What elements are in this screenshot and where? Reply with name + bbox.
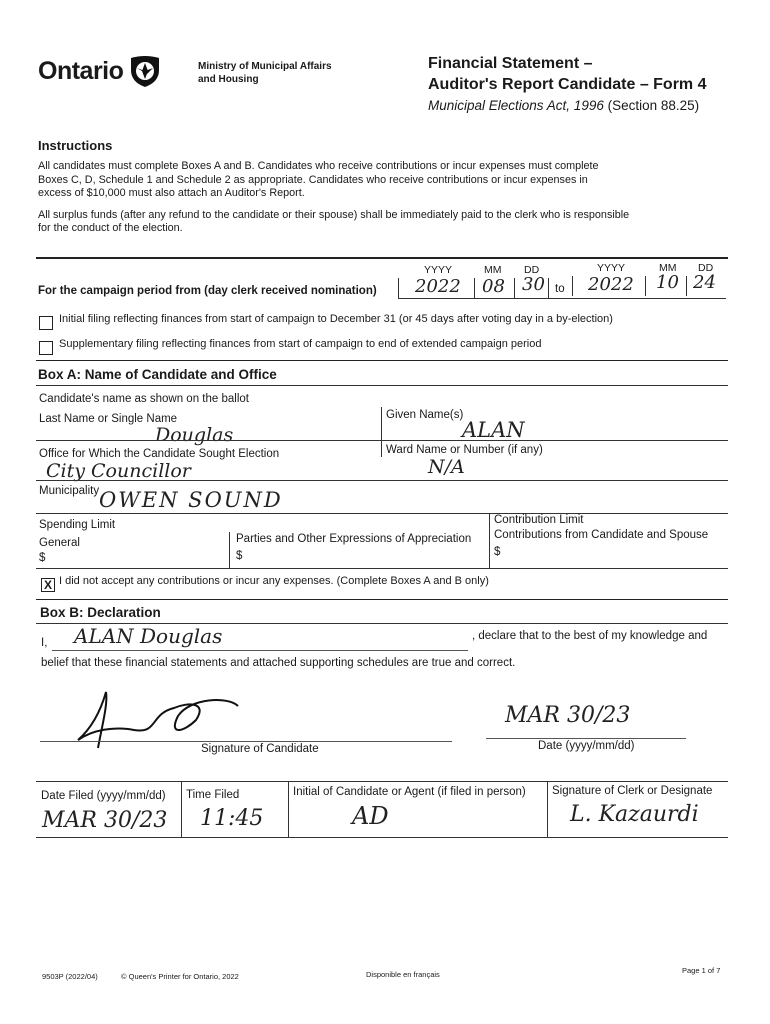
- i-label: I,: [41, 637, 48, 649]
- instructions-heading: Instructions: [38, 138, 113, 153]
- divider: [474, 278, 475, 298]
- divider: [36, 440, 728, 441]
- mm-header: MM: [659, 262, 677, 274]
- clerk-signature-value[interactable]: L. Kazaurdi: [570, 802, 699, 827]
- divider: [36, 781, 728, 782]
- instr-line: All surplus funds (after any refund to the candidate or their spouse) shall be immediately paid to the clerk who is responsible: [38, 208, 630, 221]
- declarant-name[interactable]: ALAN Douglas: [74, 624, 223, 648]
- date-filed-value[interactable]: MAR 30/23: [42, 808, 168, 833]
- municipality-value[interactable]: OWEN SOUND: [99, 488, 283, 512]
- divider: [36, 599, 728, 600]
- title-line2: Auditor's Report Candidate – Form 4: [428, 76, 707, 93]
- last-name-label: Last Name or Single Name: [39, 413, 178, 425]
- time-filed-value[interactable]: 11:45: [200, 806, 264, 831]
- instr-line: Boxes C, D, Schedule 1 and Schedule 2 as appropriate. Candidates who receive contributions or incur expenses in: [38, 173, 588, 186]
- to-mm-value[interactable]: 10: [656, 272, 679, 293]
- checkbox-mark: X: [43, 578, 52, 592]
- divider: [36, 568, 728, 569]
- initial-label: Initial of Candidate or Agent (if filed in person): [293, 786, 526, 798]
- general-label: General: [39, 537, 80, 549]
- divider: [489, 513, 490, 568]
- divider: [36, 480, 728, 481]
- to-dd-value[interactable]: 24: [693, 272, 716, 293]
- divider: [548, 278, 549, 298]
- divider: [288, 781, 289, 837]
- ballot-note: Candidate's name as shown on the ballot: [39, 393, 249, 405]
- parties-currency[interactable]: $: [236, 550, 243, 562]
- contributions-label: Contributions from Candidate and Spouse: [494, 529, 709, 541]
- contribution-limit-label: Contribution Limit: [494, 514, 584, 526]
- time-filed-label: Time Filed: [186, 789, 240, 801]
- signature-line: [40, 741, 452, 742]
- declare-text: , declare that to the best of my knowledge and: [472, 630, 708, 642]
- date-label: Date (yyyy/mm/dd): [538, 740, 635, 752]
- no-contributions-label: I did not accept any contributions or incur any expenses. (Complete Boxes A and B only): [59, 575, 489, 587]
- divider: [514, 278, 515, 298]
- initial-filing-label: Initial filing reflecting finances from start of campaign to December 31 (or 45 days after voting day in a by-election): [59, 313, 613, 325]
- given-name-value[interactable]: ALAN: [462, 418, 525, 442]
- ward-label: Ward Name or Number (if any): [386, 444, 543, 456]
- spending-limit-label: Spending Limit: [39, 519, 116, 531]
- declaration-date-value[interactable]: MAR 30/23: [505, 703, 631, 728]
- divider: [36, 837, 728, 838]
- ward-value[interactable]: N/A: [428, 456, 465, 478]
- page-number: Page 1 of 7: [682, 966, 721, 975]
- declare-text-2: belief that these financial statements and attached supporting schedules are true and correct.: [41, 657, 516, 669]
- logo-text: Ontario: [38, 56, 124, 85]
- title-line1: Financial Statement –: [428, 55, 593, 72]
- divider: [645, 276, 646, 296]
- ministry-line1: Ministry of Municipal Affairs: [198, 61, 332, 72]
- box-a-heading: Box A: Name of Candidate and Office: [38, 367, 277, 382]
- ministry-name: [198, 60, 332, 86]
- yyyy-header: YYYY: [424, 264, 453, 276]
- divider: [36, 513, 728, 514]
- french-note: Disponible en français: [366, 970, 440, 979]
- municipality-label: Municipality: [39, 485, 100, 497]
- mm-header: MM: [484, 264, 502, 276]
- to-label: to: [555, 283, 565, 295]
- supplementary-filing-checkbox[interactable]: [39, 341, 53, 355]
- from-yyyy-value[interactable]: 2022: [415, 276, 461, 297]
- signature-line: [52, 650, 468, 651]
- form-title: [428, 53, 707, 116]
- divider: [572, 276, 573, 296]
- divider: [398, 298, 726, 299]
- box-b-heading: Box B: Declaration: [40, 605, 161, 620]
- divider: [36, 385, 728, 386]
- form-code: 9503P (2022/04): [42, 972, 98, 981]
- instructions-text: [38, 160, 738, 236]
- divider: [381, 407, 382, 457]
- to-yyyy-value[interactable]: 2022: [588, 274, 634, 295]
- instr-line: excess of $10,000 must also attach an Auditor's Report.: [38, 187, 305, 199]
- no-contributions-checkbox[interactable]: [41, 578, 55, 592]
- divider: [36, 257, 728, 259]
- divider: [686, 276, 687, 296]
- subtitle-act: Municipal Elections Act, 1996: [428, 98, 604, 113]
- contributions-currency[interactable]: $: [494, 546, 501, 558]
- divider: [229, 532, 230, 568]
- subtitle-section: (Section 88.25): [607, 98, 700, 113]
- period-label: For the campaign period from (day clerk received nomination): [38, 285, 377, 297]
- divider: [547, 781, 548, 837]
- office-label: Office for Which the Candidate Sought Election: [39, 448, 280, 460]
- ontario-logo: [38, 54, 161, 88]
- instr-line: for the conduct of the election.: [38, 222, 183, 234]
- given-name-label: Given Name(s): [386, 409, 464, 421]
- general-currency[interactable]: $: [39, 552, 46, 564]
- clerk-signature-label: Signature of Clerk or Designate: [552, 785, 713, 797]
- ministry-line2: and Housing: [198, 74, 259, 85]
- signature-label: Signature of Candidate: [201, 743, 319, 755]
- from-dd-value[interactable]: 30: [522, 274, 545, 295]
- from-mm-value[interactable]: 08: [482, 276, 505, 297]
- signature-line: [486, 738, 686, 739]
- trillium-icon: [129, 54, 161, 88]
- instr-line: All candidates must complete Boxes A and B. Candidates who receive contributions or incur expenses must complete: [38, 160, 599, 172]
- yyyy-header: YYYY: [597, 262, 626, 274]
- last-name-value[interactable]: Douglas: [155, 424, 234, 446]
- divider: [398, 278, 399, 298]
- divider: [181, 781, 182, 837]
- parties-label: Parties and Other Expressions of Appreciation: [236, 533, 472, 545]
- form-subtitle: [428, 95, 707, 116]
- divider: [36, 360, 728, 361]
- dd-header: DD: [524, 264, 540, 276]
- supplementary-filing-label: Supplementary filing reflecting finances from start of campaign to end of extended campaign period: [59, 338, 542, 350]
- copyright: © Queen's Printer for Ontario, 2022: [121, 972, 239, 981]
- office-value[interactable]: City Councillor: [46, 460, 191, 482]
- initial-filing-checkbox[interactable]: [39, 316, 53, 330]
- date-filed-label: Date Filed (yyyy/mm/dd): [41, 790, 166, 802]
- dd-header: DD: [698, 262, 714, 274]
- initial-value[interactable]: AD: [352, 802, 389, 830]
